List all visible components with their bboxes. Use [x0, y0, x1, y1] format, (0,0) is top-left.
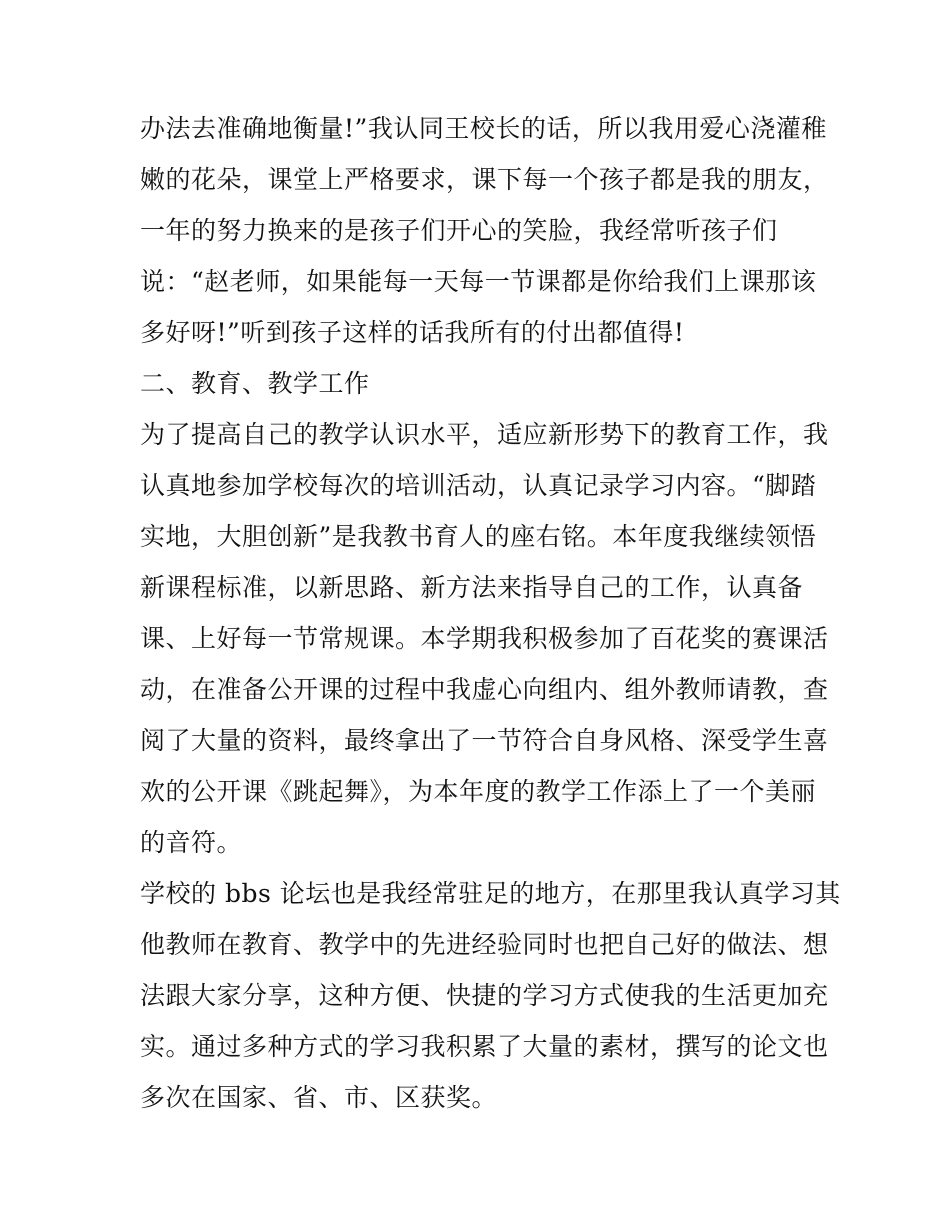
text-line: 学校的 bbs 论坛也是我经常驻足的地方，在那里我认真学习其 — [140, 879, 841, 908]
text-line: 办法去准确地衡量!”我认同王校长的话，所以我用爱心浇灌稚 — [140, 114, 827, 143]
text-line: 法跟大家分享，这种方便、快捷的学习方式使我的生活更加充 — [140, 981, 829, 1010]
text-line: 阅了大量的资料，最终拿出了一节符合自身风格、深受学生喜 — [140, 726, 829, 755]
text-line: 认真地参加学校每次的培训活动，认真记录学习内容。“脚踏 — [140, 471, 817, 500]
text-line: 为了提高自己的教学认识水平，适应新形势下的教育工作，我 — [140, 420, 829, 449]
document-body — [140, 103, 841, 1123]
text-line: 动，在准备公开课的过程中我虚心向组内、组外教师请教，查 — [140, 675, 829, 704]
text-line: 的音符。 — [140, 828, 243, 857]
section-heading: 二、教育、教学工作 — [140, 369, 370, 398]
text-line: 实地，大胆创新”是我教书育人的座右铭。本年度我继续领悟 — [140, 522, 817, 551]
text-line: 一年的努力换来的是孩子们开心的笑脸，我经常听孩子们 — [140, 216, 778, 245]
text-line: 课、上好每一节常规课。本学期我积极参加了百花奖的赛课活 — [140, 624, 829, 653]
text-line: 嫩的花朵，课堂上严格要求，课下每一个孩子都是我的朋友， — [140, 165, 829, 194]
text-line: 多次在国家、省、市、区获奖。 — [140, 1083, 498, 1112]
text-line: 新课程标准，以新思路、新方法来指导自己的工作，认真备 — [140, 573, 804, 602]
text-line: 他教师在教育、教学中的先进经验同时也把自己好的做法、想 — [140, 930, 829, 959]
text-line: 说：“赵老师，如果能每一天每一节课都是你给我们上课那该 — [140, 267, 817, 296]
text-line: 实。通过多种方式的学习我积累了大量的素材，撰写的论文也 — [140, 1032, 829, 1061]
text-line: 欢的公开课《跳起舞》，为本年度的教学工作添上了一个美丽 — [140, 777, 817, 806]
text-line: 多好呀!”听到孩子这样的话我所有的付出都值得! — [140, 318, 685, 347]
